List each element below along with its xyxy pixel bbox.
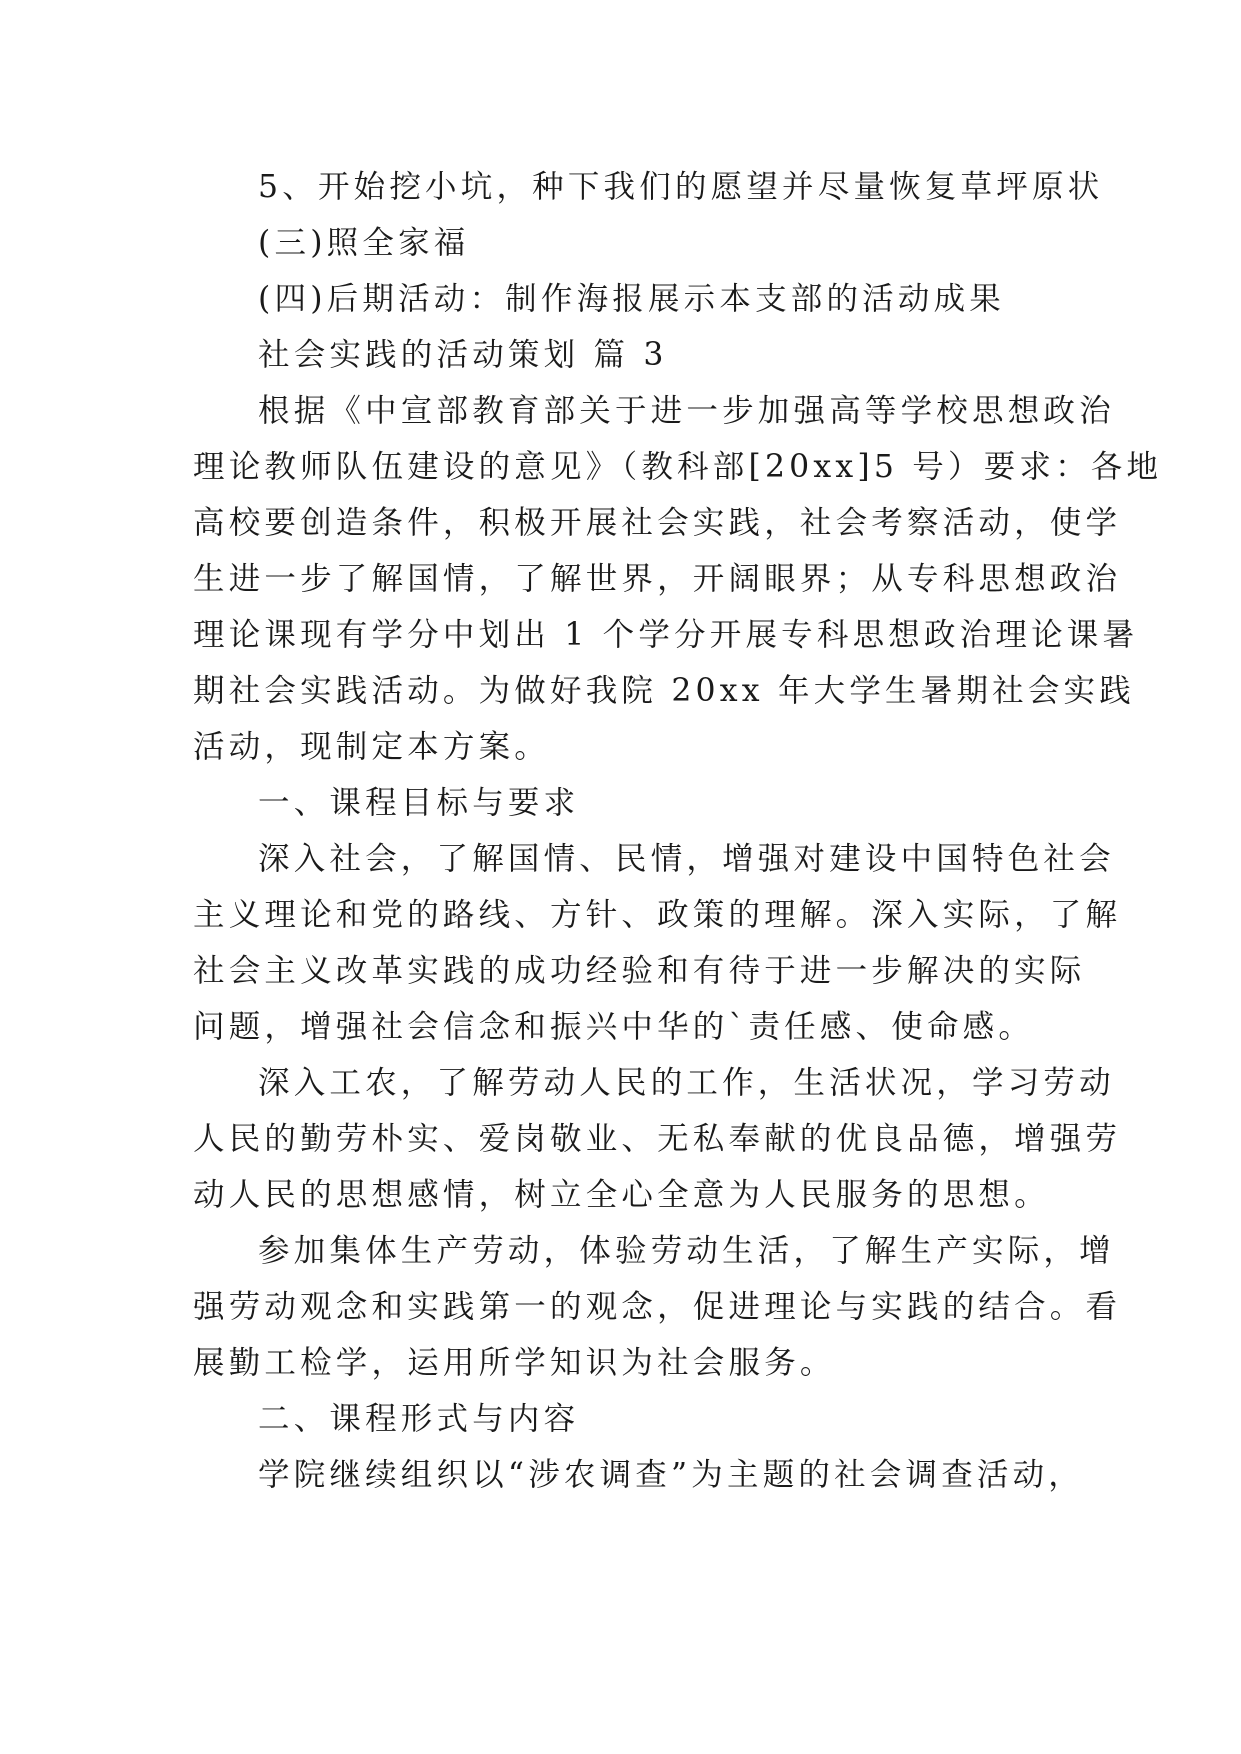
paragraph-line: 理论课现有学分中划出 1 个学分开展专科思想政治理论课暑	[193, 617, 1139, 653]
section-item-4: (四)后期活动：制作海报展示本支部的活动成果	[258, 281, 1005, 317]
paragraph-line: 深入社会，了解国情、民情，增强对建设中国特色社会	[258, 841, 1115, 877]
paragraph-line: 社会主义改革实践的成功经验和有待于进一步解决的实际	[193, 953, 1086, 989]
section-heading-2: 二、课程形式与内容	[258, 1401, 580, 1437]
paragraph-line: 展勤工检学，运用所学知识为社会服务。	[193, 1345, 836, 1381]
paragraph-line: 活动，现制定本方案。	[193, 729, 551, 765]
section-heading-1: 一、课程目标与要求	[258, 785, 580, 821]
paragraph-line: 高校要创造条件，积极开展社会实践，社会考察活动，使学	[193, 505, 1122, 541]
paragraph-line: 学院继续组织以“涉农调查”为主题的社会调查活动，	[258, 1457, 1085, 1493]
paragraph-line: 期社会实践活动。为做好我院 20xx 年大学生暑期社会实践	[193, 673, 1135, 709]
paragraph-line: 强劳动观念和实践第一的观念，促进理论与实践的结合。看	[193, 1289, 1122, 1325]
paragraph-line: 问题，增强社会信念和振兴中华的`责任感、使命感。	[193, 1009, 1035, 1045]
list-item-step-5: 5、开始挖小坑，种下我们的愿望并尽量恢复草坪原状	[258, 169, 1104, 205]
paragraph-line: 主义理论和党的路线、方针、政策的理解。深入实际，了解	[193, 897, 1122, 933]
paragraph-line: 动人民的思想感情，树立全心全意为人民服务的思想。	[193, 1177, 1050, 1213]
paragraph-line: 深入工农，了解劳动人民的工作，生活状况，学习劳动	[258, 1065, 1115, 1101]
section-item-3: (三)照全家福	[258, 225, 470, 261]
paragraph-line: 人民的勤劳朴实、爱岗敬业、无私奉献的优良品德，增强劳	[193, 1121, 1122, 1157]
paragraph-line: 生进一步了解国情，了解世界，开阔眼界；从专科思想政治	[193, 561, 1122, 597]
article-heading: 社会实践的活动策划 篇 3	[258, 337, 668, 373]
paragraph-line: 根据《中宣部教育部关于进一步加强高等学校思想政治	[258, 393, 1115, 429]
paragraph-line: 参加集体生产劳动，体验劳动生活，了解生产实际，增	[258, 1233, 1115, 1269]
paragraph-line: 理论教师队伍建设的意见》（教科部[20xx]5 号）要求：各地	[193, 449, 1163, 485]
